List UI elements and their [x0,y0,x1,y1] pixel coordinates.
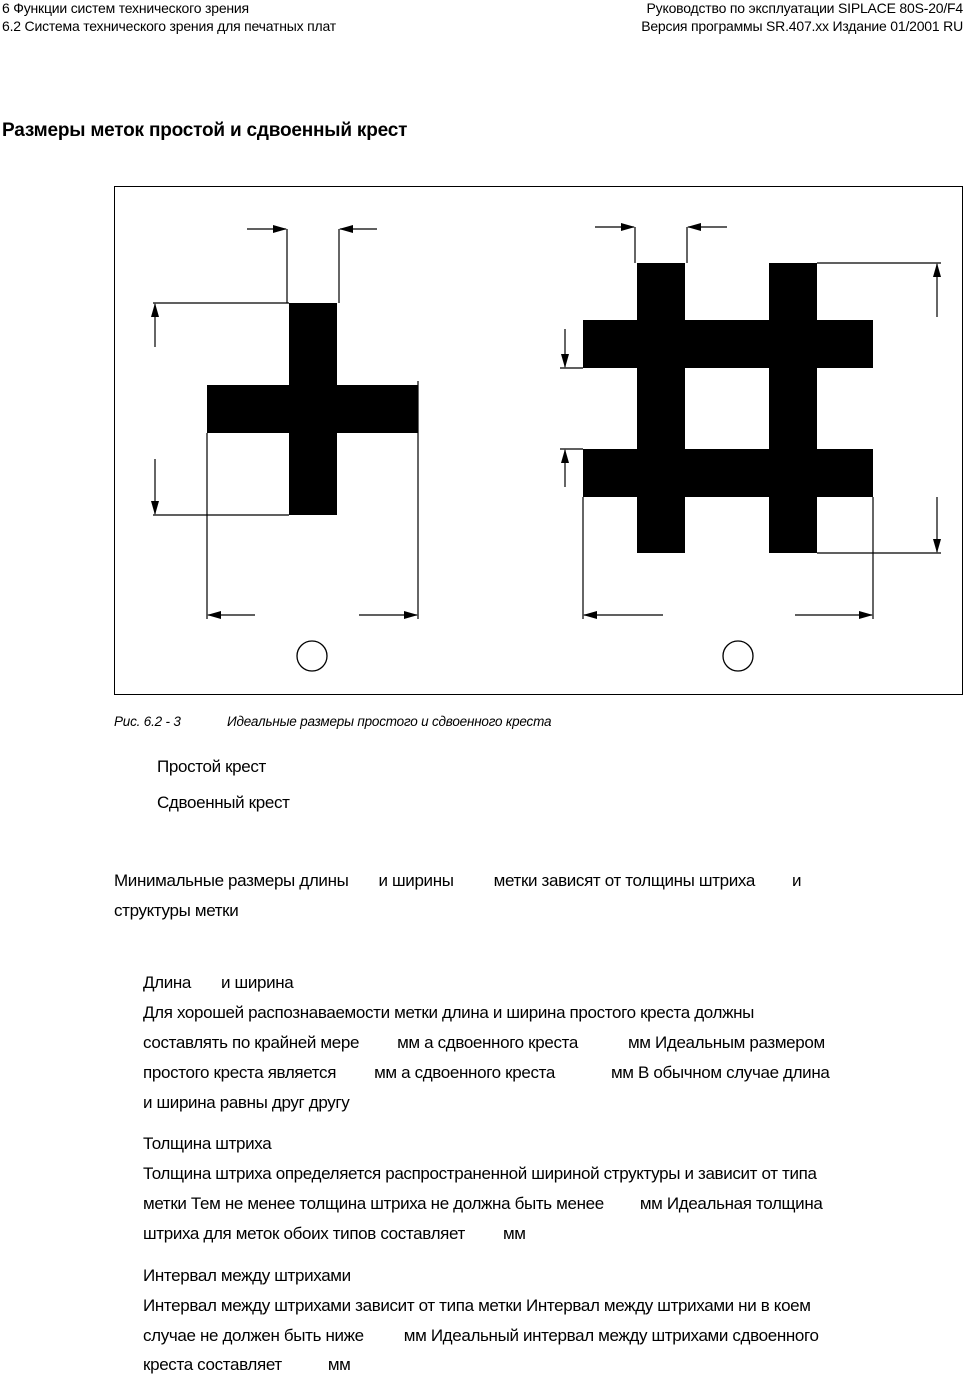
thickness-line-2: метки Тем не менее толщина штриха не должна быть менее мм Идеальная толщина [143,1194,823,1213]
legend-double-cross: Сдвоенный крест [157,793,290,812]
legend-simple-cross: Простой крест [157,757,266,776]
figure-caption [114,714,551,729]
double-cross-callout-circle [723,641,753,671]
length-line-4: и ширина равны друг другу [143,1093,350,1112]
length-line-1: Для хорошей распознаваемости метки длина и ширина простого креста должны [143,1003,755,1022]
length-heading: Длина и ширина [143,973,294,992]
header-manual-title: Руководство по эксплуатации SIPLACE 80S-20/F4 [646,0,963,16]
thickness-line-1: Толщина штриха определяется распространенной шириной структуры и зависит от типа [143,1164,817,1183]
header-section: 6.2 Система технического зрения для печатных плат [2,18,336,34]
thickness-line-3: штриха для меток обоих типов составляет мм [143,1224,526,1243]
figure-caption-text: Идеальные размеры простого и сдвоенного креста [227,714,552,729]
double-cross-stroke-dimension [595,227,727,263]
simple-cross [207,303,418,515]
interval-line-1: Интервал между штрихами зависит от типа метки Интервал между штрихами ни в коем [143,1296,811,1315]
header-chapter: 6 Функции систем технического зрения [2,0,249,16]
interval-line-2: случае не должен быть ниже мм Идеальный интервал между штрихами сдвоенного [143,1326,819,1345]
double-cross [583,263,873,553]
figure-cross-dimensions [114,186,963,695]
figure-number: Рис. 6.2 - 3 [114,714,181,729]
length-line-2: составлять по крайней мере мм а сдвоенного креста мм Идеальным размером [143,1033,825,1052]
intro-line-2: структуры метки [114,901,239,920]
simple-cross-stroke-dimension [247,229,377,303]
double-cross-height-dimension [817,263,941,553]
interval-heading: Интервал между штрихами [143,1266,351,1285]
length-line-3: простого креста является мм а сдвоенного креста мм В обычном случае длина [143,1063,830,1082]
header-version: Версия программы SR.407.xx Издание 01/2001 RU [641,18,963,34]
double-cross-gap-dimension [560,329,583,487]
cross-diagram [115,187,964,696]
double-cross-width-dimension [583,497,873,619]
interval-line-3: креста составляет мм [143,1355,351,1374]
intro-line-1: Минимальные размеры длины и ширины метки зависят от толщины штриха и [114,871,802,890]
section-title: Размеры меток простой и сдвоенный крест [2,120,408,141]
thickness-heading: Толщина штриха [143,1134,272,1153]
simple-cross-callout-circle [297,641,327,671]
